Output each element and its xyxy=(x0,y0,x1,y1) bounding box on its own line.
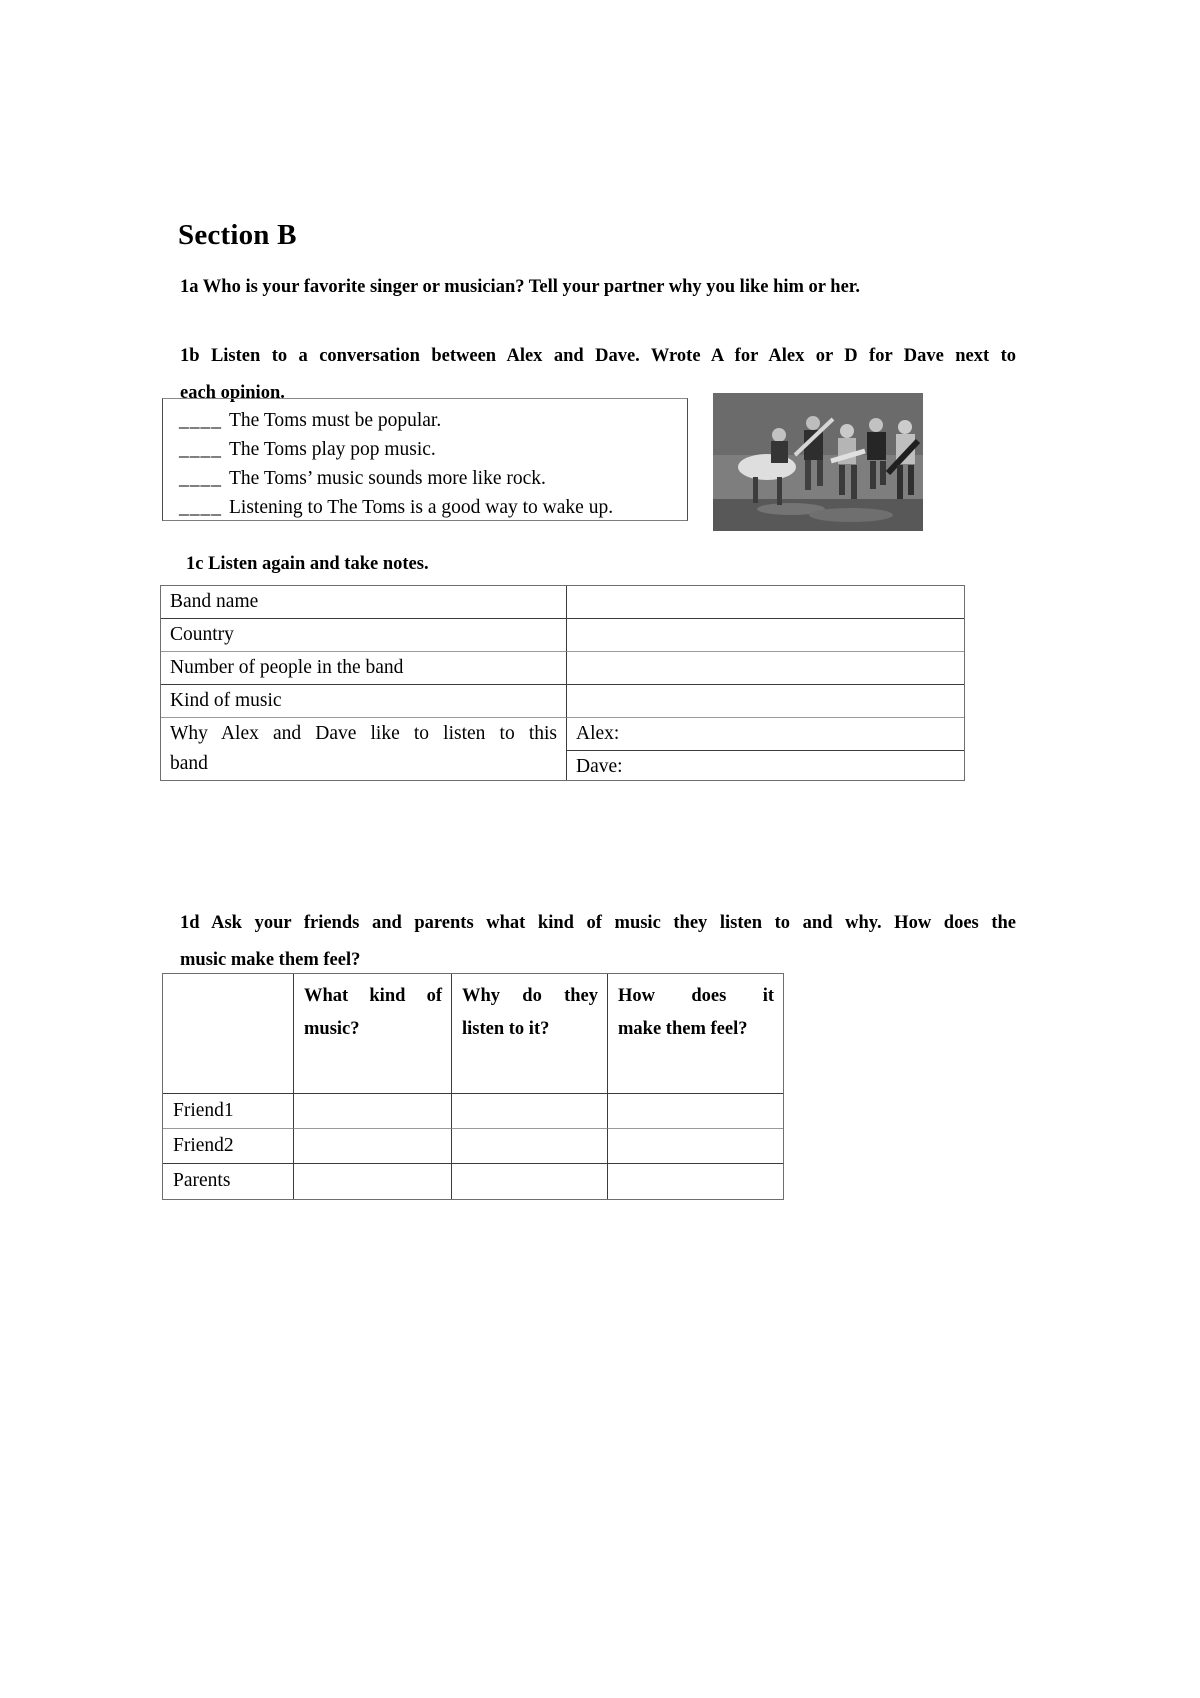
survey-answer-cell xyxy=(451,1128,607,1163)
survey-row-label: Friend1 xyxy=(163,1093,293,1128)
why-line2: band xyxy=(170,753,208,774)
survey-answer-cell xyxy=(293,1093,451,1128)
survey-answer-cell xyxy=(293,1163,451,1199)
opinion-item xyxy=(179,464,687,493)
notes-answer-cell xyxy=(566,684,964,717)
answer-blank: ____ xyxy=(179,497,222,518)
task-1d-line1: 1d Ask your friends and parents what kind of music they listen to and why. How does the xyxy=(180,913,1016,933)
opinions-box xyxy=(162,398,688,521)
answer-blank: ____ xyxy=(179,468,222,489)
notes-alex-cell: Alex: xyxy=(566,717,964,750)
opinion-text: The Toms’ music sounds more like rock. xyxy=(229,468,546,489)
opinion-item xyxy=(179,406,687,435)
band-photo xyxy=(713,393,923,531)
notes-row-label: Country xyxy=(161,618,566,651)
opinion-item xyxy=(179,493,687,522)
notes-table xyxy=(160,585,965,781)
header-line1: What kind of xyxy=(304,986,442,1006)
survey-answer-cell xyxy=(451,1093,607,1128)
header-line2: listen to it? xyxy=(462,1019,550,1039)
survey-answer-cell xyxy=(451,1163,607,1199)
survey-col-header xyxy=(607,974,783,1093)
section-title: Section B xyxy=(178,219,297,251)
header-line1: Why do they xyxy=(462,986,598,1006)
answer-blank: ____ xyxy=(179,439,222,460)
opinion-text: The Toms must be popular. xyxy=(229,410,442,431)
survey-answer-cell xyxy=(607,1163,783,1199)
notes-answer-cell xyxy=(566,651,964,684)
opinion-text: The Toms play pop music. xyxy=(229,439,436,460)
notes-row-label: Number of people in the band xyxy=(161,651,566,684)
notes-answer-cell xyxy=(566,618,964,651)
survey-answer-cell xyxy=(607,1093,783,1128)
task-1d-line2: music make them feel? xyxy=(180,950,361,970)
task-1d-heading xyxy=(180,905,1016,979)
task-1b-line2: each opinion. xyxy=(180,383,285,403)
notes-dave-cell: Dave: xyxy=(566,750,964,780)
notes-answer-cell xyxy=(566,586,964,618)
answer-blank: ____ xyxy=(179,410,222,431)
header-line1: How does it xyxy=(618,986,774,1006)
task-1a-text: 1a Who is your favorite singer or musician? Tell your partner why you like him or her. xyxy=(180,277,860,297)
notes-row-label: Kind of music xyxy=(161,684,566,717)
header-line2: make them feel? xyxy=(618,1019,748,1039)
survey-row-label: Parents xyxy=(163,1163,293,1199)
opinion-item xyxy=(179,435,687,464)
header-line2: music? xyxy=(304,1019,360,1039)
survey-answer-cell xyxy=(607,1128,783,1163)
task-1b-line1: 1b Listen to a conversation between Alex and Dave. Wrote A for Alex or D for Dave next to xyxy=(180,346,1016,366)
survey-table xyxy=(162,973,784,1200)
survey-row-label: Friend2 xyxy=(163,1128,293,1163)
survey-col-header xyxy=(451,974,607,1093)
opinion-text: Listening to The Toms is a good way to wake up. xyxy=(229,497,614,518)
task-1c-heading: 1c Listen again and take notes. xyxy=(186,554,429,574)
notes-row-label-why xyxy=(161,717,566,780)
survey-corner-cell xyxy=(163,974,293,1093)
survey-answer-cell xyxy=(293,1128,451,1163)
why-line1: Why Alex and Dave like to listen to this xyxy=(170,723,557,744)
survey-col-header xyxy=(293,974,451,1093)
notes-row-label: Band name xyxy=(170,591,259,612)
